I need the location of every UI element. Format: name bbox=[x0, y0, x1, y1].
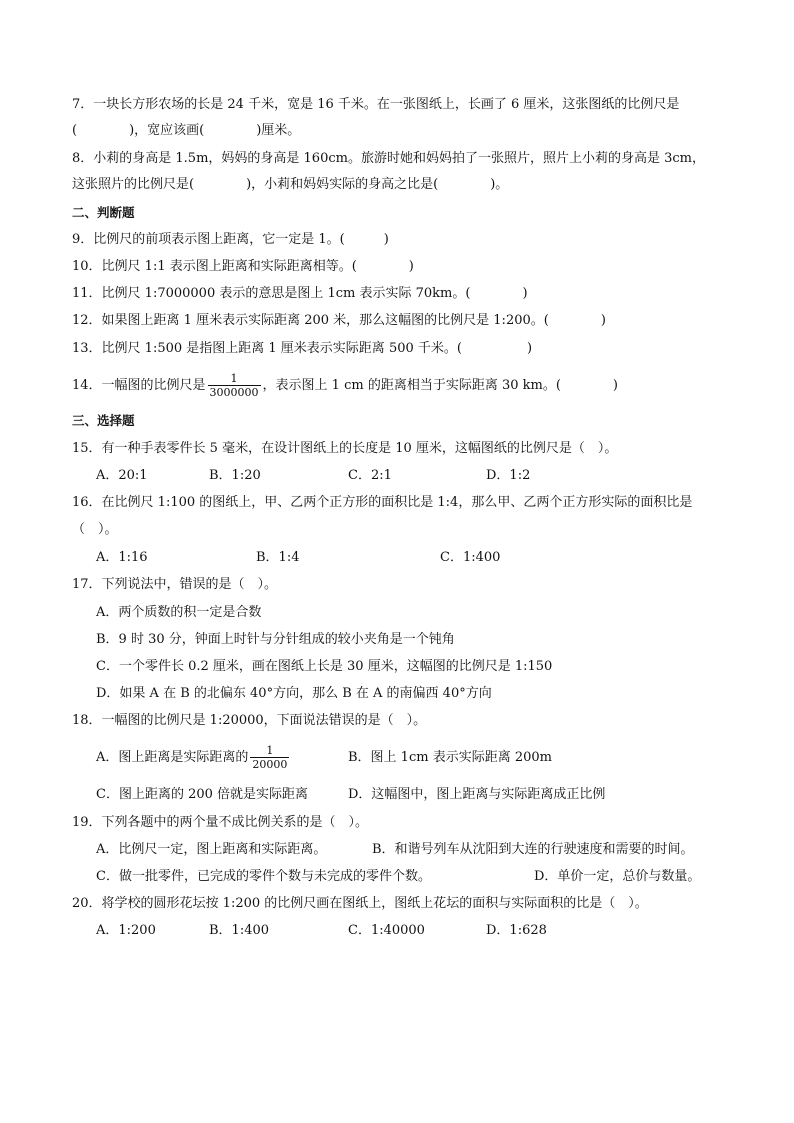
question-19-option-a: A．比例尺一定，图上距离和实际距离。 bbox=[96, 842, 327, 857]
question-20-option-b: B．1:400 bbox=[209, 923, 270, 938]
question-17-option-b: B．9 时 30 分，钟面上时针与分针组成的较小夹角是一个钝角 bbox=[96, 632, 455, 647]
question-16-stem-continued: （ ）。 bbox=[72, 522, 118, 537]
fraction-denominator: 20000 bbox=[252, 758, 288, 771]
question-17-option-a: A．两个质数的积一定是合数 bbox=[96, 605, 262, 620]
question-18-option-a bbox=[96, 740, 291, 776]
question-14-prefix: 14．一幅图的比例尺是 bbox=[72, 378, 206, 393]
fraction-numerator: 1 bbox=[230, 372, 238, 385]
question-13: 13．比例尺 1:500 是指图上距离 1 厘米表示实际距离 500 千米。( ) bbox=[72, 341, 533, 356]
question-16-option-c: C．1:400 bbox=[440, 550, 501, 565]
question-18-fraction bbox=[250, 744, 289, 771]
question-16-stem: 16．在比例尺 1:100 的图纸上，甲、乙两个正方形的面积比是 1:4，那么甲、乙两个正方形实际的面积比是 bbox=[72, 495, 693, 510]
question-16-option-a: A．1:16 bbox=[96, 550, 148, 565]
question-15-stem: 15．有一种手表零件长 5 毫米，在设计图纸上的长度是 10 厘米，这幅图纸的比例尺是（ ）。 bbox=[72, 441, 618, 456]
question-20-stem: 20．将学校的圆形花坛按 1:200 的比例尺画在图纸上，图纸上花坛的面积与实际面积的比是（ ）。 bbox=[72, 896, 648, 911]
question-17-option-d: D．如果 A 在 B 的北偏东 40°方向，那么 B 在 A 的南偏西 40°方向 bbox=[96, 686, 492, 701]
question-19-option-d: D．单价一定，总价与数量。 bbox=[534, 869, 701, 884]
question-9: 9．比例尺的前项表示图上距离，它一定是 1。( ) bbox=[72, 232, 389, 247]
question-20-option-a: A．1:200 bbox=[96, 923, 156, 938]
section-2-title: 二、判断题 bbox=[72, 205, 135, 220]
question-19-option-c: C．做一批零件，已完成的零件个数与未完成的零件个数。 bbox=[96, 869, 431, 884]
question-18-option-b: B．图上 1cm 表示实际距离 200m bbox=[348, 750, 552, 765]
question-17-stem: 17．下列说法中，错误的是（ ）。 bbox=[72, 577, 278, 592]
section-3-title: 三、选择题 bbox=[72, 413, 135, 428]
question-8-line-1: 8．小莉的身高是 1.5m，妈妈的身高是 160cm。旅游时她和妈妈拍了一张照片，照片上小莉的身高是 3cm， bbox=[72, 151, 705, 166]
question-7-line-2: ( )，宽应该画( )厘米。 bbox=[72, 123, 301, 138]
question-8-line-2: 这张照片的比例尺是( )，小莉和妈妈实际的身高之比是( )。 bbox=[72, 177, 509, 192]
question-14-fraction bbox=[208, 372, 261, 399]
question-19-option-b: B．和谐号列车从沈阳到大连的行驶速度和需要的时间。 bbox=[372, 842, 694, 857]
question-15-option-a: A．20:1 bbox=[96, 468, 148, 483]
question-18-option-d: D．这幅图中，图上距离与实际距离成正比例 bbox=[348, 787, 606, 802]
fraction-denominator: 3000000 bbox=[209, 386, 259, 399]
question-15-option-c: C．2:1 bbox=[348, 468, 392, 483]
fraction-numerator: 1 bbox=[266, 744, 274, 757]
question-15-option-d: D．1:2 bbox=[486, 468, 531, 483]
question-15-option-b: B．1:20 bbox=[209, 468, 261, 483]
question-10: 10．比例尺 1:1 表示图上距离和实际距离相等。( ) bbox=[72, 259, 414, 274]
question-18-stem: 18．一幅图的比例尺是 1:20000，下面说法错误的是（ ）。 bbox=[72, 713, 427, 728]
question-18-option-a-prefix: A．图上距离是实际距离的 bbox=[96, 750, 249, 765]
question-18-option-c: C．图上距离的 200 倍就是实际距离 bbox=[96, 787, 309, 802]
question-12: 12．如果图上距离 1 厘米表示实际距离 200 米，那么这幅图的比例尺是 1:200。( ) bbox=[72, 313, 606, 328]
question-20-option-d: D．1:628 bbox=[486, 923, 547, 938]
question-7-line-1: 7．一块长方形农场的长是 24 千米，宽是 16 千米。在一张图纸上，长画了 6 厘米，这张图纸的比例尺是 bbox=[72, 97, 680, 112]
question-11: 11．比例尺 1:7000000 表示的意思是图上 1cm 表示实际 70km。( ) bbox=[72, 286, 528, 301]
question-20-option-c: C．1:40000 bbox=[348, 923, 425, 938]
question-16-option-b: B．1:4 bbox=[256, 550, 300, 565]
question-14 bbox=[72, 368, 618, 404]
question-14-suffix: ，表示图上 1 cm 的距离相当于实际距离 30 km。( ) bbox=[262, 378, 618, 393]
question-17-option-c: C．一个零件长 0.2 厘米，画在图纸上长是 30 厘米，这幅图的比例尺是 1:150 bbox=[96, 659, 553, 674]
question-19-stem: 19．下列各题中的两个量不成比例关系的是（ ）。 bbox=[72, 815, 369, 830]
